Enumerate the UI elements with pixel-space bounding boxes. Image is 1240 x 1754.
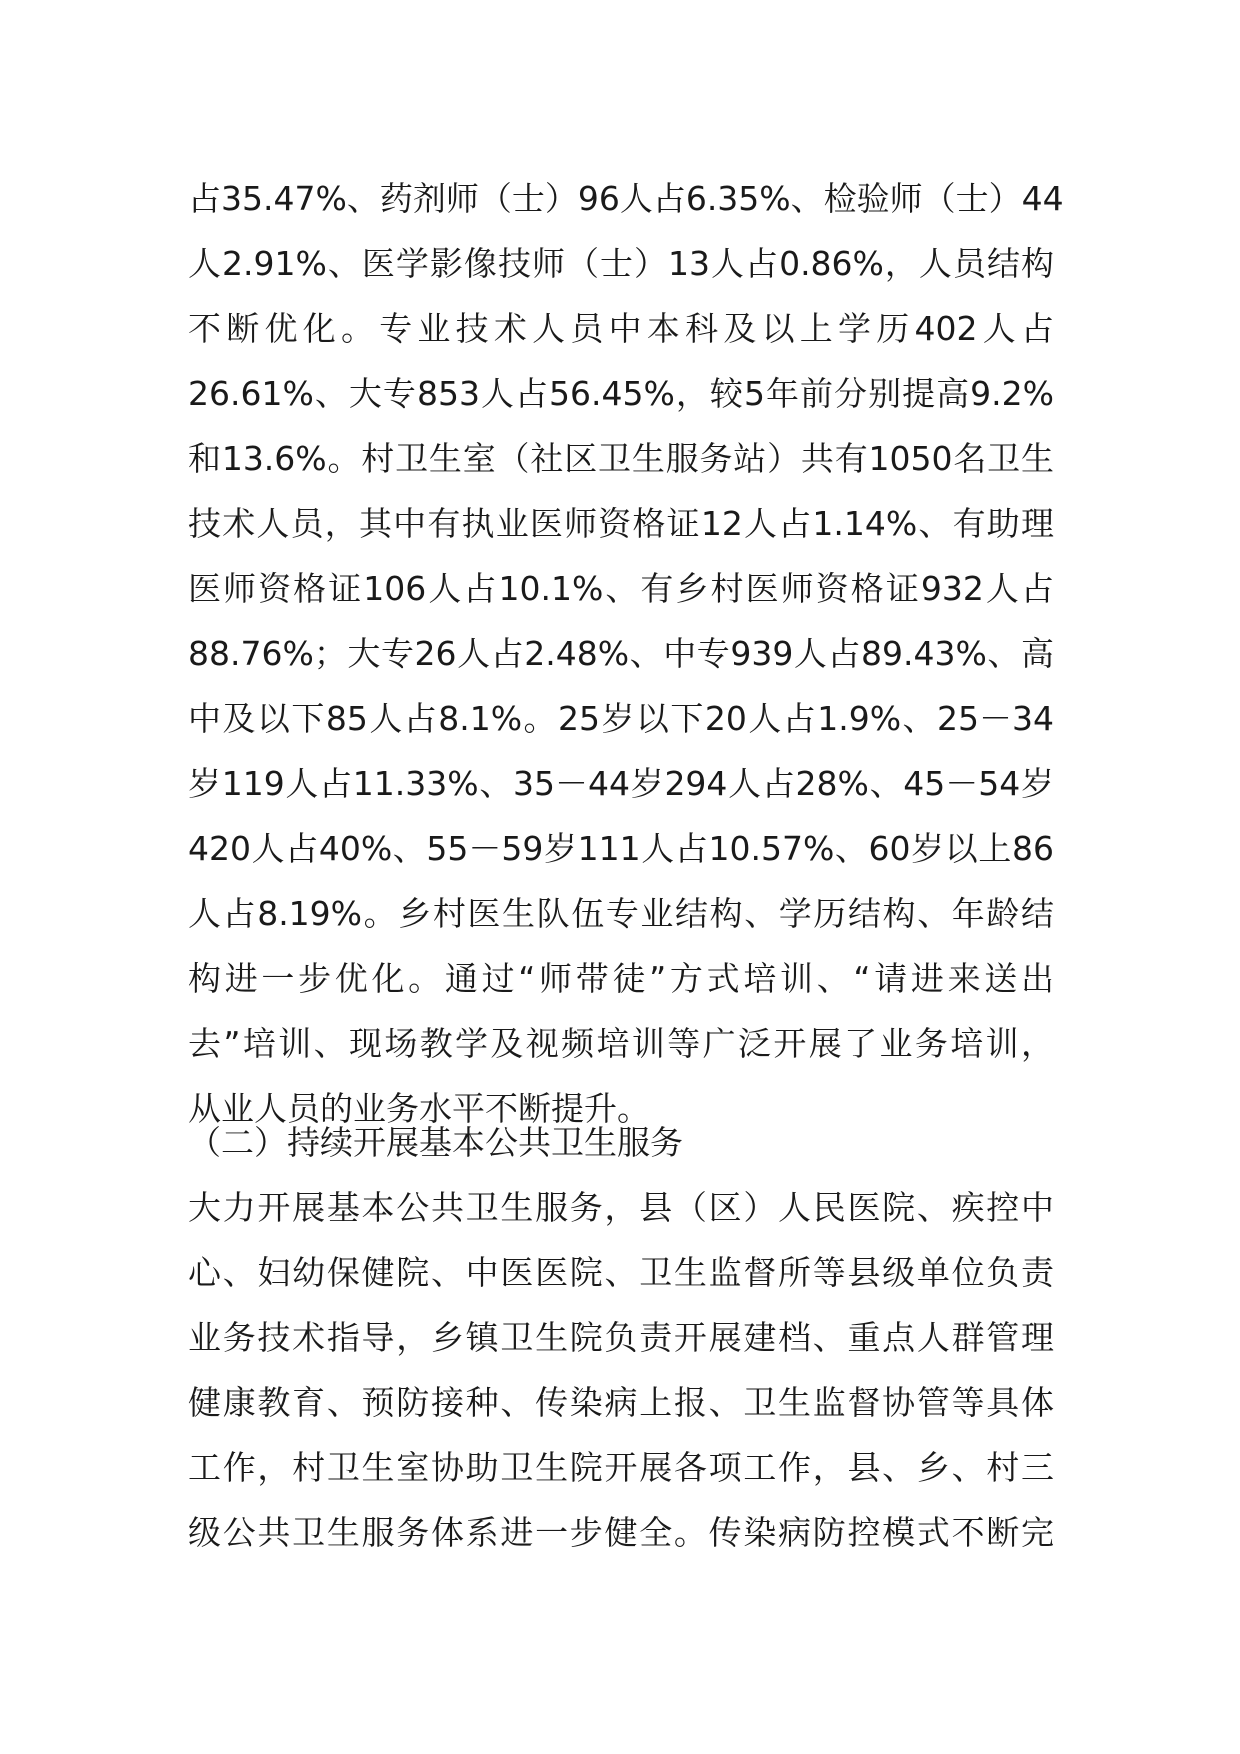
text-line: 健康教育、预防接种、传染病上报、卫生监督协管等具体 xyxy=(188,1383,1054,1422)
text-line: 中及以下85人占8.1%。25岁以下20人占1.9%、25－34 xyxy=(188,699,1054,738)
text-line: 构进一步优化。通过“师带徒”方式培训、“请进来送出 xyxy=(188,959,1054,998)
text-line: 业务技术指导，乡镇卫生院负责开展建档、重点人群管理 xyxy=(188,1318,1054,1357)
text-line: 和13.6%。村卫生室（社区卫生服务站）共有1050名卫生 xyxy=(188,439,1054,478)
body-paragraph-public-health xyxy=(188,1175,1054,1565)
text-line: 工作，村卫生室协助卫生院开展各项工作，县、乡、村三 xyxy=(188,1448,1054,1487)
text-line: 心、妇幼保健院、中医医院、卫生监督所等县级单位负责 xyxy=(188,1253,1054,1292)
body-paragraph-staffing xyxy=(188,166,1064,1141)
text-line: 医师资格证106人占10.1%、有乡村医师资格证932人占 xyxy=(188,569,1054,608)
text-line: 88.76%；大专26人占2.48%、中专939人占89.43%、高 xyxy=(188,634,1054,673)
section-heading xyxy=(188,1110,1054,1175)
text-line: 人2.91%、医学影像技师（士）13人占0.86%，人员结构 xyxy=(188,244,1054,283)
text-line: 420人占40%、55－59岁111人占10.57%、60岁以上86 xyxy=(188,829,1054,868)
section-heading-text: （二）持续开展基本公共卫生服务 xyxy=(188,1123,683,1162)
text-line: 大力开展基本公共卫生服务，县（区）人民医院、疾控中 xyxy=(188,1188,1054,1227)
text-line: 26.61%、大专853人占56.45%，较5年前分别提高9.2% xyxy=(188,374,1054,413)
text-line: 占35.47%、药剂师（士）96人占6.35%、检验师（士）44 xyxy=(188,179,1064,218)
text-line: 人占8.19%。乡村医生队伍专业结构、学历结构、年龄结 xyxy=(188,894,1054,933)
text-line: 岁119人占11.33%、35－44岁294人占28%、45－54岁 xyxy=(188,764,1054,803)
text-line: 不断优化。专业技术人员中本科及以上学历402人占 xyxy=(188,309,1054,348)
text-line: 去”培训、现场教学及视频培训等广泛开展了业务培训， xyxy=(188,1024,1054,1063)
text-line: 技术人员，其中有执业医师资格证12人占1.14%、有助理 xyxy=(188,504,1054,543)
text-line: 级公共卫生服务体系进一步健全。传染病防控模式不断完 xyxy=(188,1513,1054,1552)
text-line: 从业人员的业务水平不断提升。 xyxy=(188,1089,650,1128)
